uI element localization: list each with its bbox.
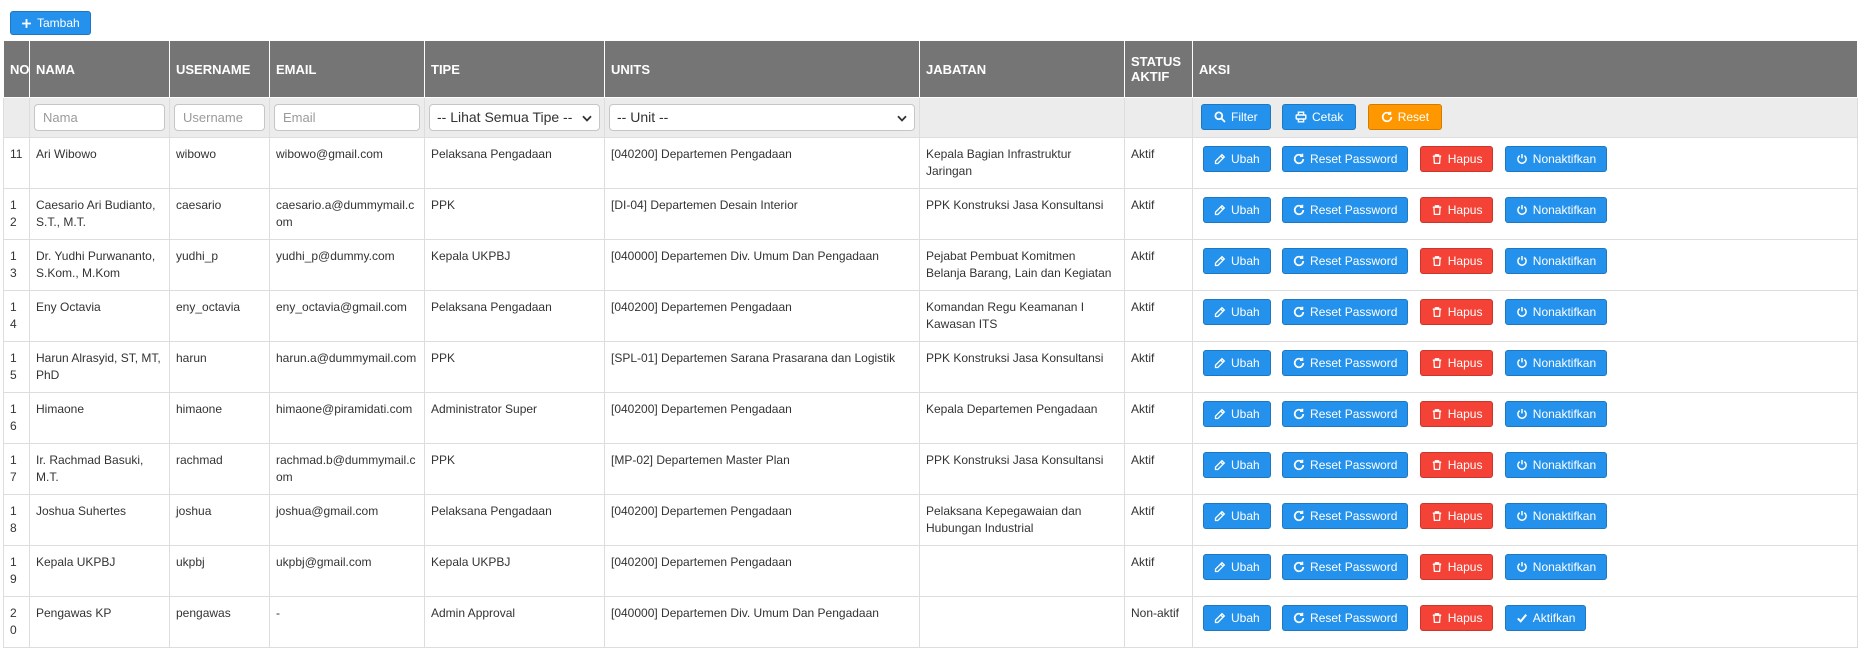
ubah-button[interactable] (1203, 197, 1271, 223)
plus-icon (21, 18, 32, 29)
cell-jabatan: Pelaksana Kepegawaian dan Hubungan Industrial (920, 495, 1125, 546)
cell-email: - (270, 597, 425, 648)
unit-select-value: -- Unit -- (617, 109, 669, 125)
cell-jabatan: Pejabat Pembuat Komitmen Belanja Barang, Lain dan Kegiatan (920, 240, 1125, 291)
edit-icon (1214, 510, 1226, 522)
cell-tipe: PPK (425, 189, 605, 240)
cell-email: joshua@gmail.com (270, 495, 425, 546)
reset-password-button-label: Reset Password (1310, 152, 1398, 166)
cell-no: 15 (4, 342, 30, 393)
cell-no: 11 (4, 138, 30, 189)
refresh-icon (1293, 153, 1305, 165)
cell-tipe: Admin Approval (425, 597, 605, 648)
cetak-button[interactable] (1282, 104, 1356, 130)
cell-username: eny_octavia (170, 291, 270, 342)
cell-nama: Dr. Yudhi Purwananto, S.Kom., M.Kom (30, 240, 170, 291)
cell-status: Aktif (1125, 291, 1193, 342)
nonaktifkan-button[interactable] (1505, 554, 1607, 580)
hapus-button[interactable] (1420, 299, 1494, 325)
trash-icon (1431, 357, 1443, 369)
ubah-button[interactable] (1203, 350, 1271, 376)
refresh-icon (1293, 357, 1305, 369)
edit-icon (1214, 255, 1226, 267)
cetak-button-label: Cetak (1312, 110, 1344, 124)
reset-password-button-label: Reset Password (1310, 611, 1398, 625)
cell-username: ukpbj (170, 546, 270, 597)
header-row (4, 41, 1858, 98)
cell-username: caesario (170, 189, 270, 240)
tipe-select-value: -- Lihat Semua Tipe -- (437, 109, 573, 125)
hapus-button[interactable] (1420, 248, 1494, 274)
cell-email: ukpbj@gmail.com (270, 546, 425, 597)
table-row (4, 444, 1858, 495)
aktifkan-button-label: Aktifkan (1532, 611, 1576, 625)
hapus-button-label: Hapus (1447, 611, 1483, 625)
cell-no: 17 (4, 444, 30, 495)
cell-nama: Pengawas KP (30, 597, 170, 648)
cell-username: pengawas (170, 597, 270, 648)
power-icon (1516, 204, 1528, 216)
reset-password-button[interactable] (1282, 401, 1408, 427)
reset-password-button-label: Reset Password (1310, 356, 1398, 370)
hapus-button-label: Hapus (1447, 458, 1483, 472)
cell-units: [040200] Departemen Pengadaan (605, 138, 920, 189)
cell-jabatan: Kepala Departemen Pengadaan (920, 393, 1125, 444)
nonaktifkan-button-label: Nonaktifkan (1532, 560, 1597, 574)
table-row (4, 393, 1858, 444)
filter-cell-tipe (425, 98, 605, 138)
hapus-button-label: Hapus (1447, 560, 1483, 574)
cell-email: himaone@piramidati.com (270, 393, 425, 444)
trash-icon (1431, 204, 1443, 216)
ubah-button-label: Ubah (1231, 203, 1260, 217)
table-row (4, 546, 1858, 597)
cell-username: wibowo (170, 138, 270, 189)
cell-aksi (1193, 597, 1858, 648)
hapus-button[interactable] (1420, 503, 1494, 529)
nonaktifkan-button-label: Nonaktifkan (1532, 356, 1597, 370)
nonaktifkan-button[interactable] (1505, 350, 1607, 376)
cell-nama: Himaone (30, 393, 170, 444)
cell-status: Aktif (1125, 240, 1193, 291)
cell-aksi (1193, 495, 1858, 546)
cell-status: Aktif (1125, 495, 1193, 546)
hapus-button-label: Hapus (1447, 356, 1483, 370)
cell-nama: Ari Wibowo (30, 138, 170, 189)
table-row (4, 597, 1858, 648)
nonaktifkan-button[interactable] (1505, 146, 1607, 172)
trash-icon (1431, 459, 1443, 471)
cell-nama: Caesario Ari Budianto, S.T., M.T. (30, 189, 170, 240)
reset-button[interactable] (1368, 104, 1442, 130)
cell-units: [040200] Departemen Pengadaan (605, 393, 920, 444)
refresh-icon (1381, 111, 1393, 123)
cell-no: 14 (4, 291, 30, 342)
filter-row (4, 98, 1858, 138)
hapus-button-label: Hapus (1447, 203, 1483, 217)
refresh-icon (1293, 408, 1305, 420)
cell-email: harun.a@dummymail.com (270, 342, 425, 393)
cell-jabatan: Komandan Regu Keamanan I Kawasan ITS (920, 291, 1125, 342)
cell-units: [SPL-01] Departemen Sarana Prasarana dan Logistik (605, 342, 920, 393)
hapus-button-label: Hapus (1447, 254, 1483, 268)
cell-units: [MP-02] Departemen Master Plan (605, 444, 920, 495)
hapus-button-label: Hapus (1447, 152, 1483, 166)
cell-no: 13 (4, 240, 30, 291)
cell-no: 16 (4, 393, 30, 444)
edit-icon (1214, 204, 1226, 216)
hapus-button[interactable] (1420, 146, 1494, 172)
refresh-icon (1293, 306, 1305, 318)
table-row (4, 291, 1858, 342)
refresh-icon (1293, 612, 1305, 624)
edit-icon (1214, 357, 1226, 369)
cell-status: Aktif (1125, 444, 1193, 495)
reset-password-button[interactable] (1282, 146, 1408, 172)
nonaktifkan-button[interactable] (1505, 299, 1607, 325)
cell-units: [040200] Departemen Pengadaan (605, 291, 920, 342)
ubah-button[interactable] (1203, 146, 1271, 172)
reset-password-button[interactable] (1282, 299, 1408, 325)
trash-icon (1431, 153, 1443, 165)
ubah-button[interactable] (1203, 299, 1271, 325)
power-icon (1516, 255, 1528, 267)
cell-status: Aktif (1125, 546, 1193, 597)
nonaktifkan-button-label: Nonaktifkan (1532, 458, 1597, 472)
header-status-aktif: STATUS AKTIF (1125, 41, 1193, 98)
header-username: USERNAME (170, 41, 270, 98)
reset-password-button[interactable] (1282, 197, 1408, 223)
filter-cell-username (170, 98, 270, 138)
ubah-button-label: Ubah (1231, 152, 1260, 166)
power-icon (1516, 306, 1528, 318)
print-icon (1295, 111, 1307, 123)
table-row (4, 240, 1858, 291)
trash-icon (1431, 306, 1443, 318)
hapus-button-label: Hapus (1447, 407, 1483, 421)
ubah-button-label: Ubah (1231, 560, 1260, 574)
filter-button[interactable] (1201, 104, 1271, 130)
cell-nama: Kepala UKPBJ (30, 546, 170, 597)
trash-icon (1431, 510, 1443, 522)
cell-no: 18 (4, 495, 30, 546)
check-icon (1516, 612, 1528, 624)
trash-icon (1431, 255, 1443, 267)
refresh-icon (1293, 561, 1305, 573)
reset-password-button-label: Reset Password (1310, 203, 1398, 217)
filter-cell-no (4, 98, 30, 138)
cell-aksi (1193, 546, 1858, 597)
nonaktifkan-button-label: Nonaktifkan (1532, 203, 1597, 217)
reset-password-button[interactable] (1282, 605, 1408, 631)
cell-email: wibowo@gmail.com (270, 138, 425, 189)
hapus-button[interactable] (1420, 197, 1494, 223)
ubah-button[interactable] (1203, 401, 1271, 427)
ubah-button-label: Ubah (1231, 254, 1260, 268)
cell-tipe: Pelaksana Pengadaan (425, 495, 605, 546)
edit-icon (1214, 408, 1226, 420)
nonaktifkan-button[interactable] (1505, 452, 1607, 478)
hapus-button-label: Hapus (1447, 509, 1483, 523)
header-nama: NAMA (30, 41, 170, 98)
cell-jabatan: Kepala Bagian Infrastruktur Jaringan (920, 138, 1125, 189)
power-icon (1516, 408, 1528, 420)
cell-jabatan: PPK Konstruksi Jasa Konsultansi (920, 189, 1125, 240)
cell-nama: Joshua Suhertes (30, 495, 170, 546)
cell-email: yudhi_p@dummy.com (270, 240, 425, 291)
power-icon (1516, 153, 1528, 165)
cell-jabatan: PPK Konstruksi Jasa Konsultansi (920, 342, 1125, 393)
header-email: EMAIL (270, 41, 425, 98)
power-icon (1516, 561, 1528, 573)
users-table (3, 40, 1858, 648)
cell-jabatan: PPK Konstruksi Jasa Konsultansi (920, 444, 1125, 495)
cell-email: caesario.a@dummymail.com (270, 189, 425, 240)
cell-status: Aktif (1125, 393, 1193, 444)
nonaktifkan-button[interactable] (1505, 401, 1607, 427)
header-units: UNITS (605, 41, 920, 98)
unit-select[interactable] (609, 104, 915, 131)
filter-cell-nama (30, 98, 170, 138)
cell-jabatan (920, 597, 1125, 648)
hapus-button-label: Hapus (1447, 305, 1483, 319)
cell-aksi (1193, 138, 1858, 189)
cell-tipe: Kepala UKPBJ (425, 546, 605, 597)
reset-password-button[interactable] (1282, 554, 1408, 580)
reset-password-button-label: Reset Password (1310, 407, 1398, 421)
edit-icon (1214, 561, 1226, 573)
tipe-select[interactable] (429, 104, 600, 131)
cell-tipe: Administrator Super (425, 393, 605, 444)
hapus-button[interactable] (1420, 350, 1494, 376)
cell-username: joshua (170, 495, 270, 546)
tambah-button[interactable] (10, 11, 91, 35)
chevron-down-icon (897, 109, 907, 126)
cell-status: Aktif (1125, 138, 1193, 189)
cell-nama: Ir. Rachmad Basuki, M.T. (30, 444, 170, 495)
table-row (4, 495, 1858, 546)
filter-cell-units (605, 98, 920, 138)
header-tipe: TIPE (425, 41, 605, 98)
nonaktifkan-button[interactable] (1505, 248, 1607, 274)
power-icon (1516, 357, 1528, 369)
edit-icon (1214, 153, 1226, 165)
trash-icon (1431, 612, 1443, 624)
cell-aksi (1193, 342, 1858, 393)
hapus-button[interactable] (1420, 554, 1494, 580)
cell-units: [040000] Departemen Div. Umum Dan Pengadaan (605, 597, 920, 648)
cell-aksi (1193, 291, 1858, 342)
filter-username-input[interactable] (174, 104, 265, 131)
reset-password-button[interactable] (1282, 503, 1408, 529)
refresh-icon (1293, 459, 1305, 471)
cell-units: [040200] Departemen Pengadaan (605, 495, 920, 546)
hapus-button[interactable] (1420, 605, 1494, 631)
filter-email-input[interactable] (274, 104, 420, 131)
trash-icon (1431, 561, 1443, 573)
filter-cell-email (270, 98, 425, 138)
reset-password-button-label: Reset Password (1310, 509, 1398, 523)
cell-email: eny_octavia@gmail.com (270, 291, 425, 342)
cell-email: rachmad.b@dummymail.com (270, 444, 425, 495)
cell-status: Aktif (1125, 342, 1193, 393)
power-icon (1516, 459, 1528, 471)
cell-status: Aktif (1125, 189, 1193, 240)
ubah-button-label: Ubah (1231, 305, 1260, 319)
refresh-icon (1293, 255, 1305, 267)
ubah-button[interactable] (1203, 605, 1271, 631)
ubah-button-label: Ubah (1231, 356, 1260, 370)
edit-icon (1214, 306, 1226, 318)
cell-tipe: Kepala UKPBJ (425, 240, 605, 291)
cell-units: [040000] Departemen Div. Umum Dan Pengadaan (605, 240, 920, 291)
ubah-button-label: Ubah (1231, 458, 1260, 472)
cell-nama: Eny Octavia (30, 291, 170, 342)
header-no: NO (4, 41, 30, 98)
ubah-button[interactable] (1203, 452, 1271, 478)
refresh-icon (1293, 204, 1305, 216)
filter-cell-status (1125, 98, 1193, 138)
chevron-down-icon (582, 109, 592, 126)
cell-tipe: Pelaksana Pengadaan (425, 138, 605, 189)
ubah-button-label: Ubah (1231, 407, 1260, 421)
reset-password-button-label: Reset Password (1310, 560, 1398, 574)
cell-username: yudhi_p (170, 240, 270, 291)
header-aksi: AKSI (1193, 41, 1858, 98)
power-icon (1516, 510, 1528, 522)
cell-aksi (1193, 240, 1858, 291)
ubah-button[interactable] (1203, 554, 1271, 580)
cell-units: [DI-04] Departemen Desain Interior (605, 189, 920, 240)
reset-password-button-label: Reset Password (1310, 458, 1398, 472)
edit-icon (1214, 612, 1226, 624)
ubah-button[interactable] (1203, 248, 1271, 274)
nonaktifkan-button-label: Nonaktifkan (1532, 152, 1597, 166)
trash-icon (1431, 408, 1443, 420)
hapus-button[interactable] (1420, 452, 1494, 478)
edit-icon (1214, 459, 1226, 471)
reset-button-label: Reset (1397, 110, 1430, 124)
cell-tipe: PPK (425, 342, 605, 393)
table-row (4, 342, 1858, 393)
filter-cell-aksi (1193, 98, 1858, 138)
cell-units: [040200] Departemen Pengadaan (605, 546, 920, 597)
filter-cell-jabatan (920, 98, 1125, 138)
tambah-label: Tambah (37, 16, 80, 30)
ubah-button-label: Ubah (1231, 611, 1260, 625)
cell-username: rachmad (170, 444, 270, 495)
nonaktifkan-button-label: Nonaktifkan (1532, 305, 1597, 319)
table-body (4, 138, 1858, 648)
hapus-button[interactable] (1420, 401, 1494, 427)
reset-password-button-label: Reset Password (1310, 305, 1398, 319)
cell-aksi (1193, 189, 1858, 240)
refresh-icon (1293, 510, 1305, 522)
cell-aksi (1193, 393, 1858, 444)
reset-password-button[interactable] (1282, 248, 1408, 274)
cell-aksi (1193, 444, 1858, 495)
reset-password-button[interactable] (1282, 350, 1408, 376)
filter-nama-input[interactable] (34, 104, 165, 131)
aktifkan-button[interactable] (1505, 605, 1587, 631)
nonaktifkan-button-label: Nonaktifkan (1532, 407, 1597, 421)
cell-no: 20 (4, 597, 30, 648)
table-row (4, 138, 1858, 189)
nonaktifkan-button[interactable] (1505, 503, 1607, 529)
ubah-button[interactable] (1203, 503, 1271, 529)
nonaktifkan-button-label: Nonaktifkan (1532, 509, 1597, 523)
cell-jabatan (920, 546, 1125, 597)
cell-tipe: Pelaksana Pengadaan (425, 291, 605, 342)
table-row (4, 189, 1858, 240)
cell-username: himaone (170, 393, 270, 444)
ubah-button-label: Ubah (1231, 509, 1260, 523)
reset-password-button[interactable] (1282, 452, 1408, 478)
filter-button-label: Filter (1231, 110, 1258, 124)
cell-no: 19 (4, 546, 30, 597)
nonaktifkan-button-label: Nonaktifkan (1532, 254, 1597, 268)
reset-password-button-label: Reset Password (1310, 254, 1398, 268)
cell-username: harun (170, 342, 270, 393)
cell-status: Non-aktif (1125, 597, 1193, 648)
toolbar (0, 0, 1861, 40)
header-jabatan: JABATAN (920, 41, 1125, 98)
cell-tipe: PPK (425, 444, 605, 495)
cell-nama: Harun Alrasyid, ST, MT, PhD (30, 342, 170, 393)
nonaktifkan-button[interactable] (1505, 197, 1607, 223)
search-icon (1214, 111, 1226, 123)
cell-no: 12 (4, 189, 30, 240)
